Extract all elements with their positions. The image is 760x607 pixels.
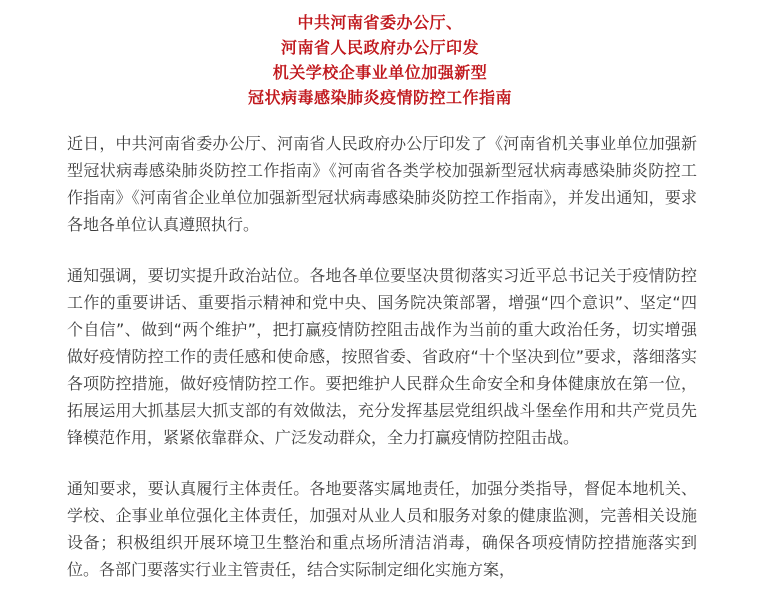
article-body [67, 130, 697, 607]
paragraph-1: 近日，中共河南省委办公厅、河南省人民政府办公厅印发了《河南省机关事业单位加强新型冠状病毒感染肺炎防控工作指南》《河南省各类学校加强新型冠状病毒感染肺炎防控工作指南》《河南省企业单位加强新型冠状病毒感染肺炎防控工作指南》，并发出通知，要求各地各单位认真遵照执行。 [67, 134, 697, 234]
paragraph-2: 通知强调，要切实提升政治站位。各地各单位要坚决贯彻落实习近平总书记关于疫情防控工作的重要讲话、重要指示精神和党中央、国务院决策部署，增强“四个意识”、坚定“四个自信”、做到“两个维护”，把打赢疫情防控阻击战作为当前的重大政治任务，切实增强做好疫情防控工作的责任感和使命感，按照省委、省政府“十个坚决到位”要求，落细落实各项防控措施，做好疫情防控工作。要把维护人民群众生命安全和身体健康放在第一位，拓展运用大抓基层大抓支部的有效做法，充分发挥基层党组织战斗堡垒作用和共产党员先锋模范作用，紧紧依靠群众、广泛发动群众，全力打赢疫情防控阻击战。 [67, 266, 697, 447]
title-line-3: 机关学校企事业单位加强新型 [272, 63, 488, 82]
article-title [0, 10, 760, 110]
title-line-1: 中共河南省委办公厅、 [297, 13, 463, 32]
paragraph-3: 通知要求，要认真履行主体责任。各地要落实属地责任，加强分类指导，督促本地机关、学校、企事业单位强化主体责任，加强对从业人员和服务对象的健康监测，完善相关设施设备；积极组织开展环境卫生整治和重点场所清洁消毒，确保各项疫情防控措施落实到位。各部门要落实行业主管责任，结合实际制定细化实施方案， [67, 479, 697, 579]
title-line-2: 河南省人民政府办公厅印发 [280, 38, 479, 57]
title-line-4: 冠状病毒感染肺炎疫情防控工作指南 [247, 88, 512, 107]
